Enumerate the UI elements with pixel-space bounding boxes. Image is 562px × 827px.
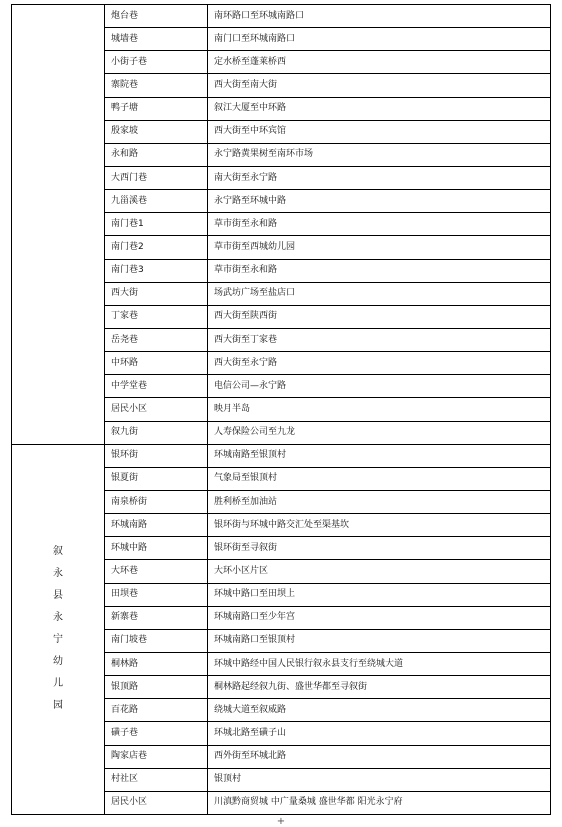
street-range-cell: 环城中路经中国人民银行叙永县支行至绕城大道 (208, 652, 551, 675)
street-name-cell: 陶家店巷 (105, 745, 208, 768)
street-range-cell: 电信公司—永宁路 (208, 375, 551, 398)
street-range-cell: 南环路口至环城南路口 (208, 5, 551, 28)
street-range-cell: 大环小区片区 (208, 560, 551, 583)
street-range-cell: 定水桥至蓬莱桥西 (208, 51, 551, 74)
street-assignment-table (11, 4, 551, 815)
street-name-cell: 田坝巷 (105, 583, 208, 606)
street-range-cell: 环城中路口至田坝上 (208, 583, 551, 606)
street-name-cell: 银环街 (105, 444, 208, 467)
street-range-cell: 环城南路口至少年宫 (208, 606, 551, 629)
street-range-cell: 场武坊广场至盐店口 (208, 282, 551, 305)
street-range-cell: 草市街至西城幼儿园 (208, 236, 551, 259)
street-range-cell: 绕城大道至叙威路 (208, 699, 551, 722)
street-range-cell: 胜利桥至加油站 (208, 490, 551, 513)
street-range-cell: 环城南路至银顶村 (208, 444, 551, 467)
page-break-marker: + (276, 816, 286, 827)
street-name-cell: 居民小区 (105, 398, 208, 421)
street-range-cell: 草市街至永和路 (208, 259, 551, 282)
street-name-cell: 炮台巷 (105, 5, 208, 28)
street-range-cell: 南大街至永宁路 (208, 166, 551, 189)
street-name-cell: 银顶路 (105, 676, 208, 699)
street-name-cell: 西大街 (105, 282, 208, 305)
street-range-cell: 环城北路至磺子山 (208, 722, 551, 745)
street-name-cell: 南门巷2 (105, 236, 208, 259)
street-range-cell: 桐林路起经叙九街、盛世华都至寻叙街 (208, 676, 551, 699)
street-name-cell: 新寨巷 (105, 606, 208, 629)
street-name-cell: 环城南路 (105, 514, 208, 537)
street-range-cell: 永宁路黄果树至南环市场 (208, 143, 551, 166)
street-name-cell: 城墙巷 (105, 28, 208, 51)
street-range-cell: 西大街至丁家巷 (208, 328, 551, 351)
street-range-cell: 映月半岛 (208, 398, 551, 421)
school-cell (12, 444, 105, 814)
street-name-cell: 南门巷3 (105, 259, 208, 282)
street-range-cell: 环城南路口至银顶村 (208, 629, 551, 652)
street-range-cell: 草市街至永和路 (208, 213, 551, 236)
street-range-cell: 气象局至银顶村 (208, 467, 551, 490)
street-name-cell: 大环巷 (105, 560, 208, 583)
street-name-cell: 环城中路 (105, 537, 208, 560)
street-name-cell: 殷家坡 (105, 120, 208, 143)
street-range-cell: 永宁路至环城中路 (208, 190, 551, 213)
street-range-cell: 西大街至永宁路 (208, 352, 551, 375)
table-body (12, 5, 551, 815)
street-range-cell: 南门口至环城南路口 (208, 28, 551, 51)
street-name-cell: 九甾溪巷 (105, 190, 208, 213)
street-name-cell: 南泉桥街 (105, 490, 208, 513)
street-name-cell: 小街子巷 (105, 51, 208, 74)
table-row (12, 5, 551, 28)
street-name-cell: 居民小区 (105, 791, 208, 814)
street-name-cell: 叙九街 (105, 421, 208, 444)
street-range-cell: 西大街至陕西街 (208, 305, 551, 328)
street-name-cell: 岳尧巷 (105, 328, 208, 351)
street-name-cell: 中学堂巷 (105, 375, 208, 398)
street-name-cell: 鸭子塘 (105, 97, 208, 120)
street-range-cell: 西大街至中环宾馆 (208, 120, 551, 143)
street-range-cell: 西大街至南大街 (208, 74, 551, 97)
street-range-cell: 西外街至环城北路 (208, 745, 551, 768)
street-name-cell: 南门巷1 (105, 213, 208, 236)
street-name-cell: 银夏街 (105, 467, 208, 490)
school-name: 叙永县永宁幼儿园 (53, 546, 63, 712)
street-name-cell: 寨院巷 (105, 74, 208, 97)
street-name-cell: 大西门巷 (105, 166, 208, 189)
street-name-cell: 磺子巷 (105, 722, 208, 745)
street-name-cell: 中环路 (105, 352, 208, 375)
school-cell (12, 5, 105, 445)
street-name-cell: 桐林路 (105, 652, 208, 675)
street-name-cell: 永和路 (105, 143, 208, 166)
table-row (12, 444, 551, 467)
street-range-cell: 银环街至寻叙街 (208, 537, 551, 560)
street-range-cell: 川滇黔商贸城 中广量桑城 盛世华都 阳光永宁府 (208, 791, 551, 814)
street-range-cell: 银环街与环城中路交汇处至渠基坎 (208, 514, 551, 537)
street-range-cell: 银顶村 (208, 768, 551, 791)
street-name-cell: 南门坡巷 (105, 629, 208, 652)
street-name-cell: 丁家巷 (105, 305, 208, 328)
street-range-cell: 叙江大厦至中环路 (208, 97, 551, 120)
street-name-cell: 村社区 (105, 768, 208, 791)
street-range-cell: 人寿保险公司至九龙 (208, 421, 551, 444)
street-name-cell: 百花路 (105, 699, 208, 722)
